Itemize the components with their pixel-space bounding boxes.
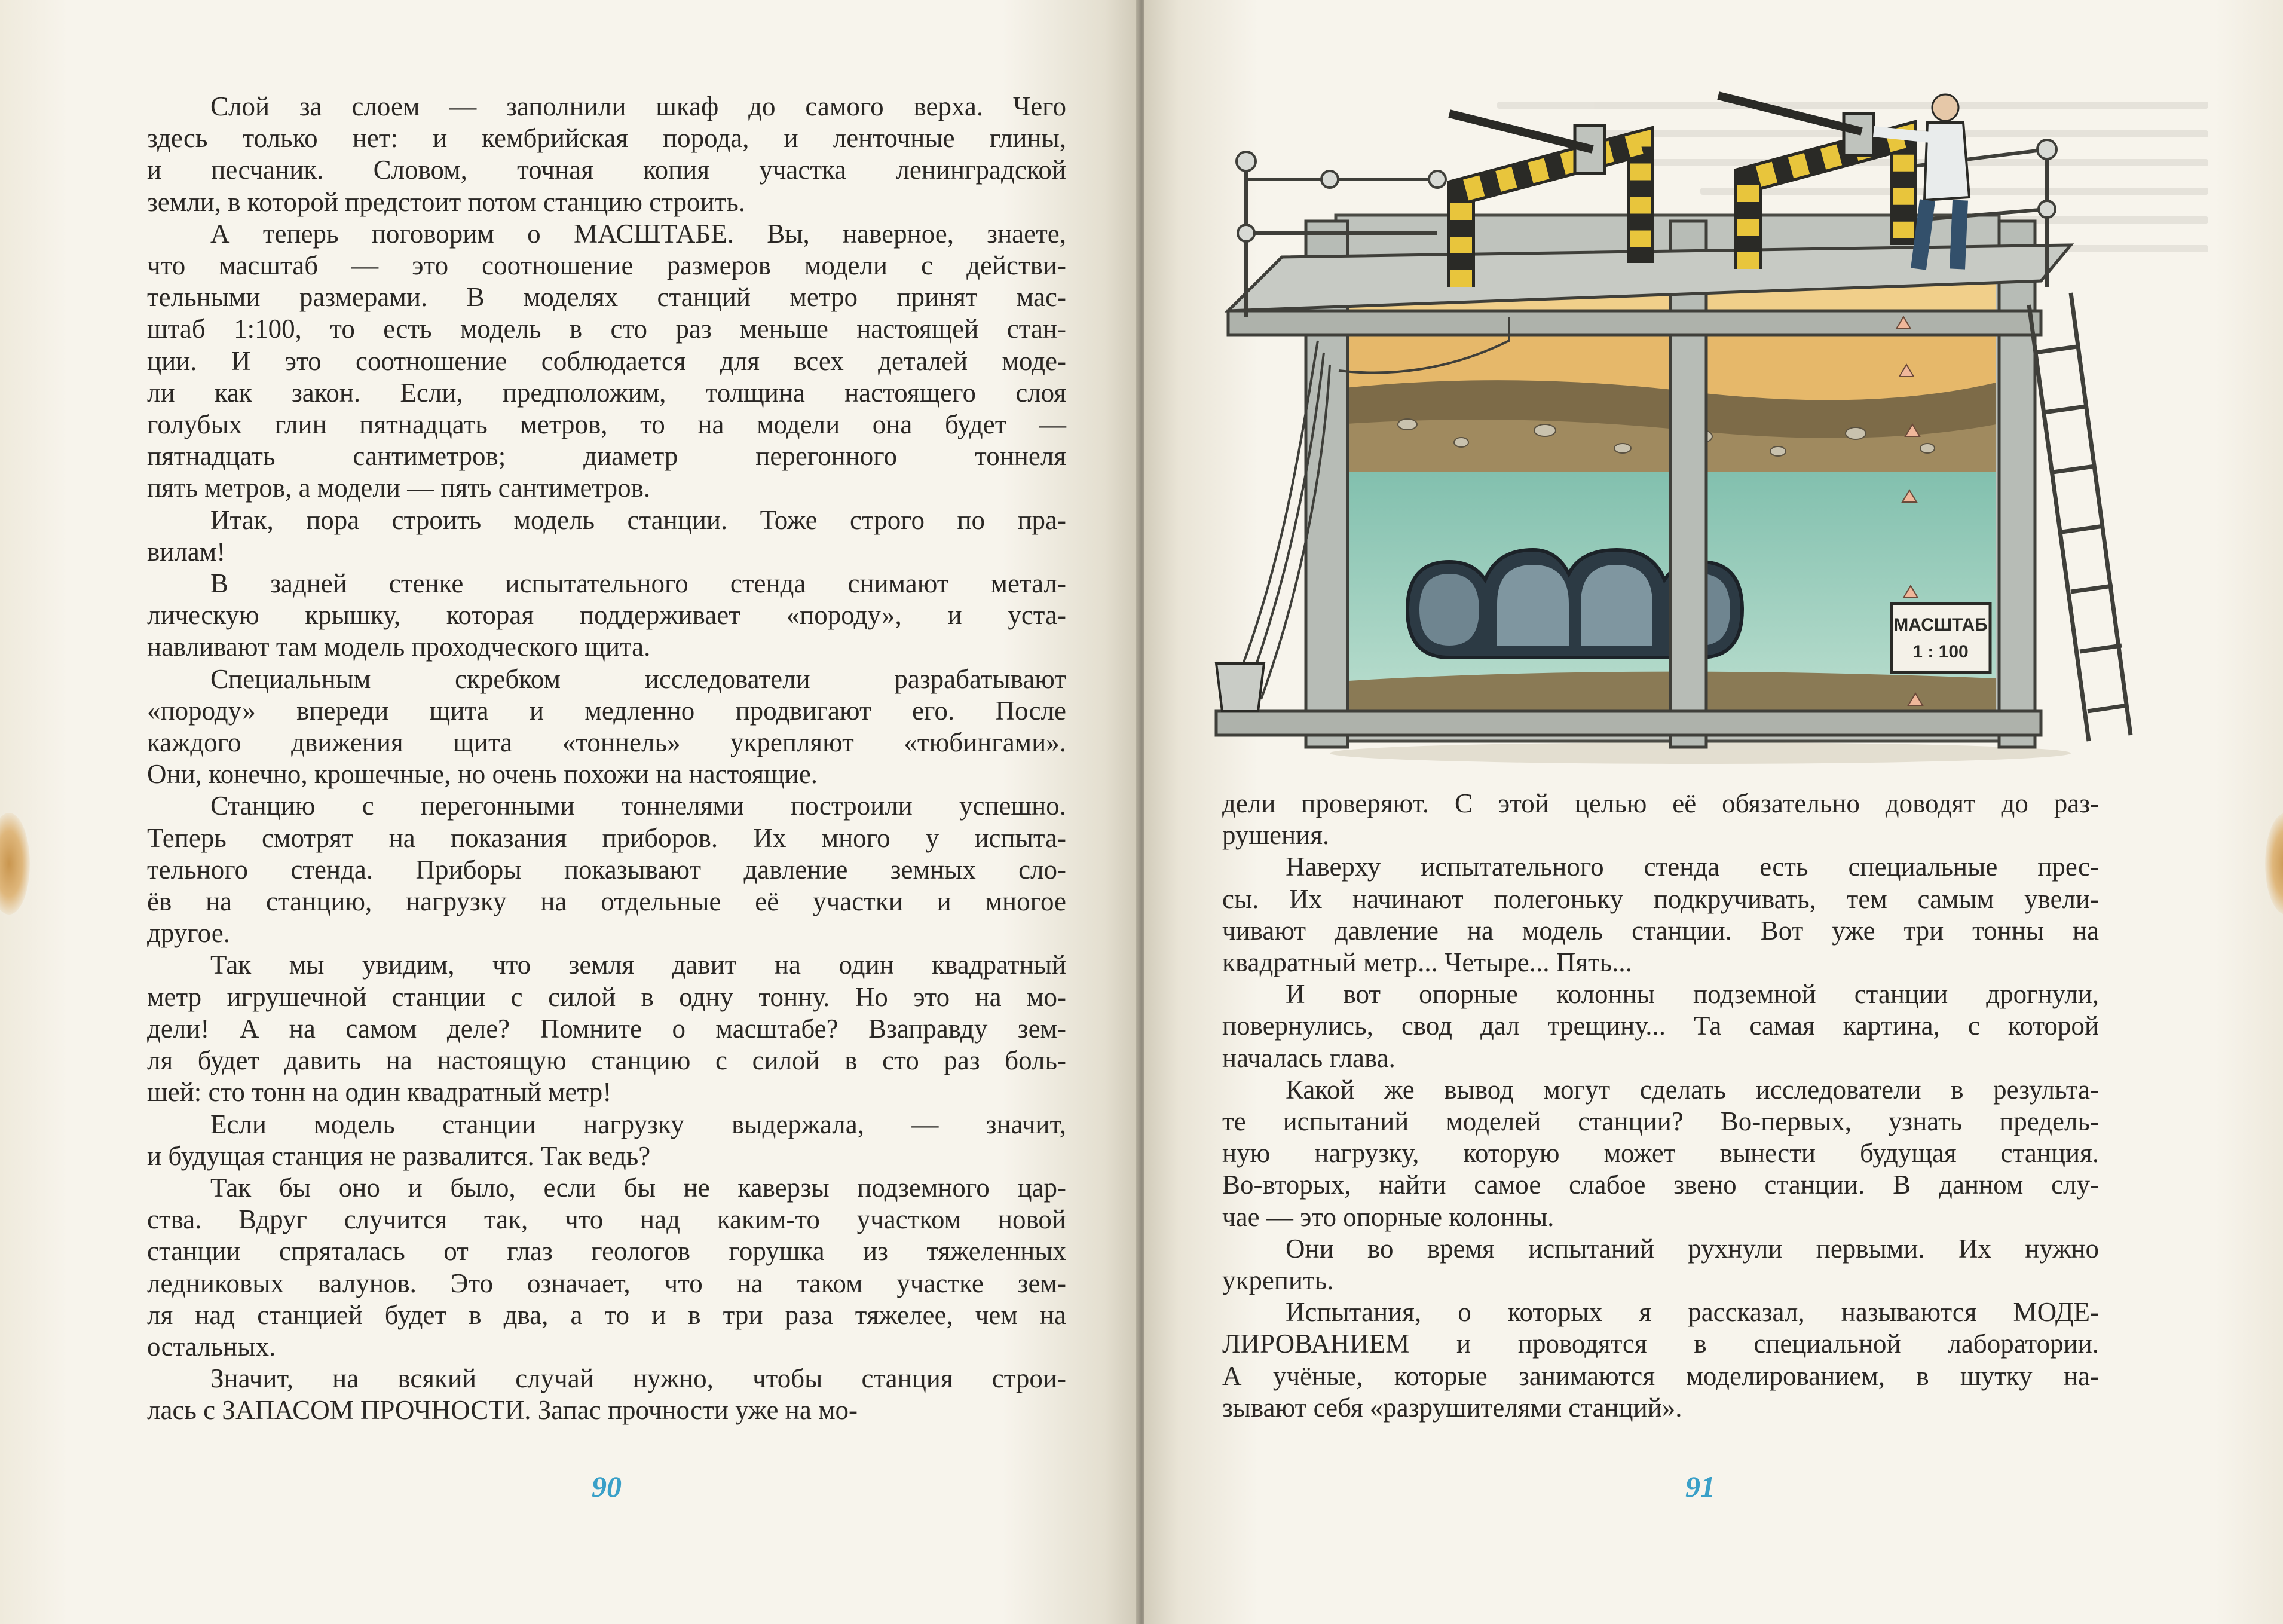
text-line: ЛИРОВАНИЕМ и проводятся в специальной лаборатории. <box>1222 1329 2099 1359</box>
test-stand-illustration <box>1210 90 2143 765</box>
right-page-text <box>1222 788 2099 1424</box>
text-line: голубых глин пятнадцать метров, то на модели она будет — <box>147 409 1066 440</box>
text-line: лическую крышку, которая поддерживает «породу», и уста- <box>147 600 1066 631</box>
text-line: здесь только нет: и кембрийская порода, и ленточные глины, <box>147 123 1066 154</box>
text-line: другое. <box>147 918 230 949</box>
text-line: те испытаний моделей станции? Во-первых, узнать предель- <box>1222 1106 2099 1137</box>
text-line: Они во время испытаний рухнули первыми. Их нужно <box>1286 1233 2099 1264</box>
text-line: остальных. <box>147 1331 276 1362</box>
text-line: Специальным скребком исследователи разрабатывают <box>210 663 1066 694</box>
text-line: что масштаб — это соотношение размеров модели с действи- <box>147 250 1066 281</box>
text-line: чае — это опорные колонны. <box>1222 1201 1554 1232</box>
text-line: ции. И это соотношение соблюдается для всех деталей моде- <box>147 345 1066 376</box>
text-line: Слой за слоем — заполнили шкаф до самого верха. Чего <box>210 91 1066 121</box>
text-line: лась с ЗАПАСОМ ПРОЧНОСТИ. Запас прочности уже на мо- <box>147 1395 858 1426</box>
text-line: дели проверяют. С этой целью её обязательно доводят до раз- <box>1222 788 2099 818</box>
text-line: рушения. <box>1222 820 1330 851</box>
text-line: ли как закон. Если, предположим, толщина настоящего слоя <box>147 377 1066 408</box>
text-line: тельного стенда. Приборы показывают давление земных сло- <box>147 854 1066 885</box>
text-line: В задней стенке испытательного стенда снимают метал- <box>210 568 1066 599</box>
text-line: каждого движения щита «тоннель» укрепляют «тюбингами». <box>147 727 1066 758</box>
text-line: Итак, пора строить модель станции. Тоже строго по пра- <box>210 504 1066 535</box>
scale-sign <box>1892 604 1990 672</box>
text-line: сы. Их начинают полегоньку подкручивать, тем самым увели- <box>1222 883 2099 914</box>
text-line: «породу» впереди щита и медленно продвигают его. После <box>147 695 1066 726</box>
scale-sign-value: 1 : 100 <box>1912 642 1969 662</box>
text-line: пять метров, а модели — пять сантиметров. <box>147 473 651 503</box>
text-line: Станцию с перегонными тоннелями построили успешно. <box>210 791 1066 821</box>
text-line: Испытания, о которых я рассказал, называются МОДЕ- <box>1286 1297 2099 1328</box>
text-line: повернулись, свод дал трещину... Та самая картина, с которой <box>1222 1011 2099 1041</box>
text-line: метр игрушечной станции с силой в одну тонну. Но это на мо- <box>147 981 1066 1012</box>
right-page <box>1144 0 2283 1624</box>
left-page <box>0 0 1139 1624</box>
scale-sign-title: МАСШТАБ <box>1893 615 1988 635</box>
text-line: навливают там модель проходческого щита. <box>147 632 651 662</box>
text-line: вилам! <box>147 536 226 567</box>
text-line: А учёные, которые занимаются моделированием, в шутку на- <box>1222 1360 2099 1391</box>
text-line: земли, в которой предстоит потом станцию строить. <box>147 186 745 217</box>
left-page-text <box>147 91 1066 1427</box>
text-line: тельными размерами. В моделях станций метро принят мас- <box>147 282 1066 313</box>
text-line: пятнадцать сантиметров; диаметр перегонного тоннеля <box>147 441 1066 472</box>
text-line: Они, конечно, крошечные, но очень похожи на настоящие. <box>147 759 818 790</box>
right-page-number: 91 <box>1685 1470 1715 1503</box>
text-line: А теперь поговорим о МАСШТАБЕ. Вы, наверное, знаете, <box>210 218 1066 249</box>
text-line: ля будет давить на настоящую станцию с силой в сто раз боль- <box>147 1045 1066 1076</box>
text-line: началась глава. <box>1222 1042 1395 1073</box>
text-line: ледниковых валунов. Это означает, что на таком участке зем- <box>147 1268 1066 1298</box>
text-line: Так мы увидим, что земля давит на один квадратный <box>210 950 1066 980</box>
text-line: И вот опорные колонны подземной станции дрогнули, <box>1286 979 2099 1010</box>
text-line: ёв на станцию, нагрузку на отдельные её участки и многое <box>147 886 1066 917</box>
text-line: укрепить. <box>1222 1265 1334 1296</box>
text-line: и песчаник. Словом, точная копия участка ленинградской <box>147 155 1066 185</box>
text-line: шей: сто тонн на один квадратный метр! <box>147 1077 612 1108</box>
left-page-number: 90 <box>592 1470 622 1503</box>
ladder <box>2029 293 2131 741</box>
text-line: ную нагрузку, которую может вынести будущая станция. <box>1222 1138 2099 1169</box>
text-line: зывают себя «разрушителями станций». <box>1222 1392 1682 1423</box>
text-line: станции спряталась от глаз геологов горушка из тяжеленных <box>147 1236 1066 1267</box>
text-line: квадратный метр... Четыре... Пять... <box>1222 947 1632 978</box>
text-line: Какой же вывод могут сделать исследователи в результа- <box>1286 1074 2099 1105</box>
text-line: ства. Вдруг случится так, что над каким-то участком новой <box>147 1204 1066 1235</box>
text-line: штаб 1:100, то есть модель в сто раз меньше настоящей стан- <box>147 314 1066 344</box>
text-line: Наверху испытательного стенда есть специальные прес- <box>1286 852 2099 882</box>
text-line: ля над станцией будет в два, а то и в три раза тяжелее, чем на <box>147 1299 1066 1330</box>
text-line: Теперь смотрят на показания приборов. Их много у испыта- <box>147 822 1066 853</box>
text-line: Если модель станции нагрузку выдержала, — значит, <box>210 1109 1066 1139</box>
text-line: дели! А на самом деле? Помните о масштабе? Взаправду зем- <box>147 1013 1066 1044</box>
text-line: Так бы оно и было, если бы не каверзы подземного цар- <box>210 1172 1066 1203</box>
text-line: чивают давление на модель станции. Вот уже три тонны на <box>1222 915 2099 946</box>
text-line: Во-вторых, найти самое слабое звено станции. В данном слу- <box>1222 1170 2099 1200</box>
text-line: Значит, на всякий случай нужно, чтобы станция строи- <box>210 1363 1066 1394</box>
text-line: и будущая станция не развалится. Так ведь? <box>147 1140 651 1171</box>
